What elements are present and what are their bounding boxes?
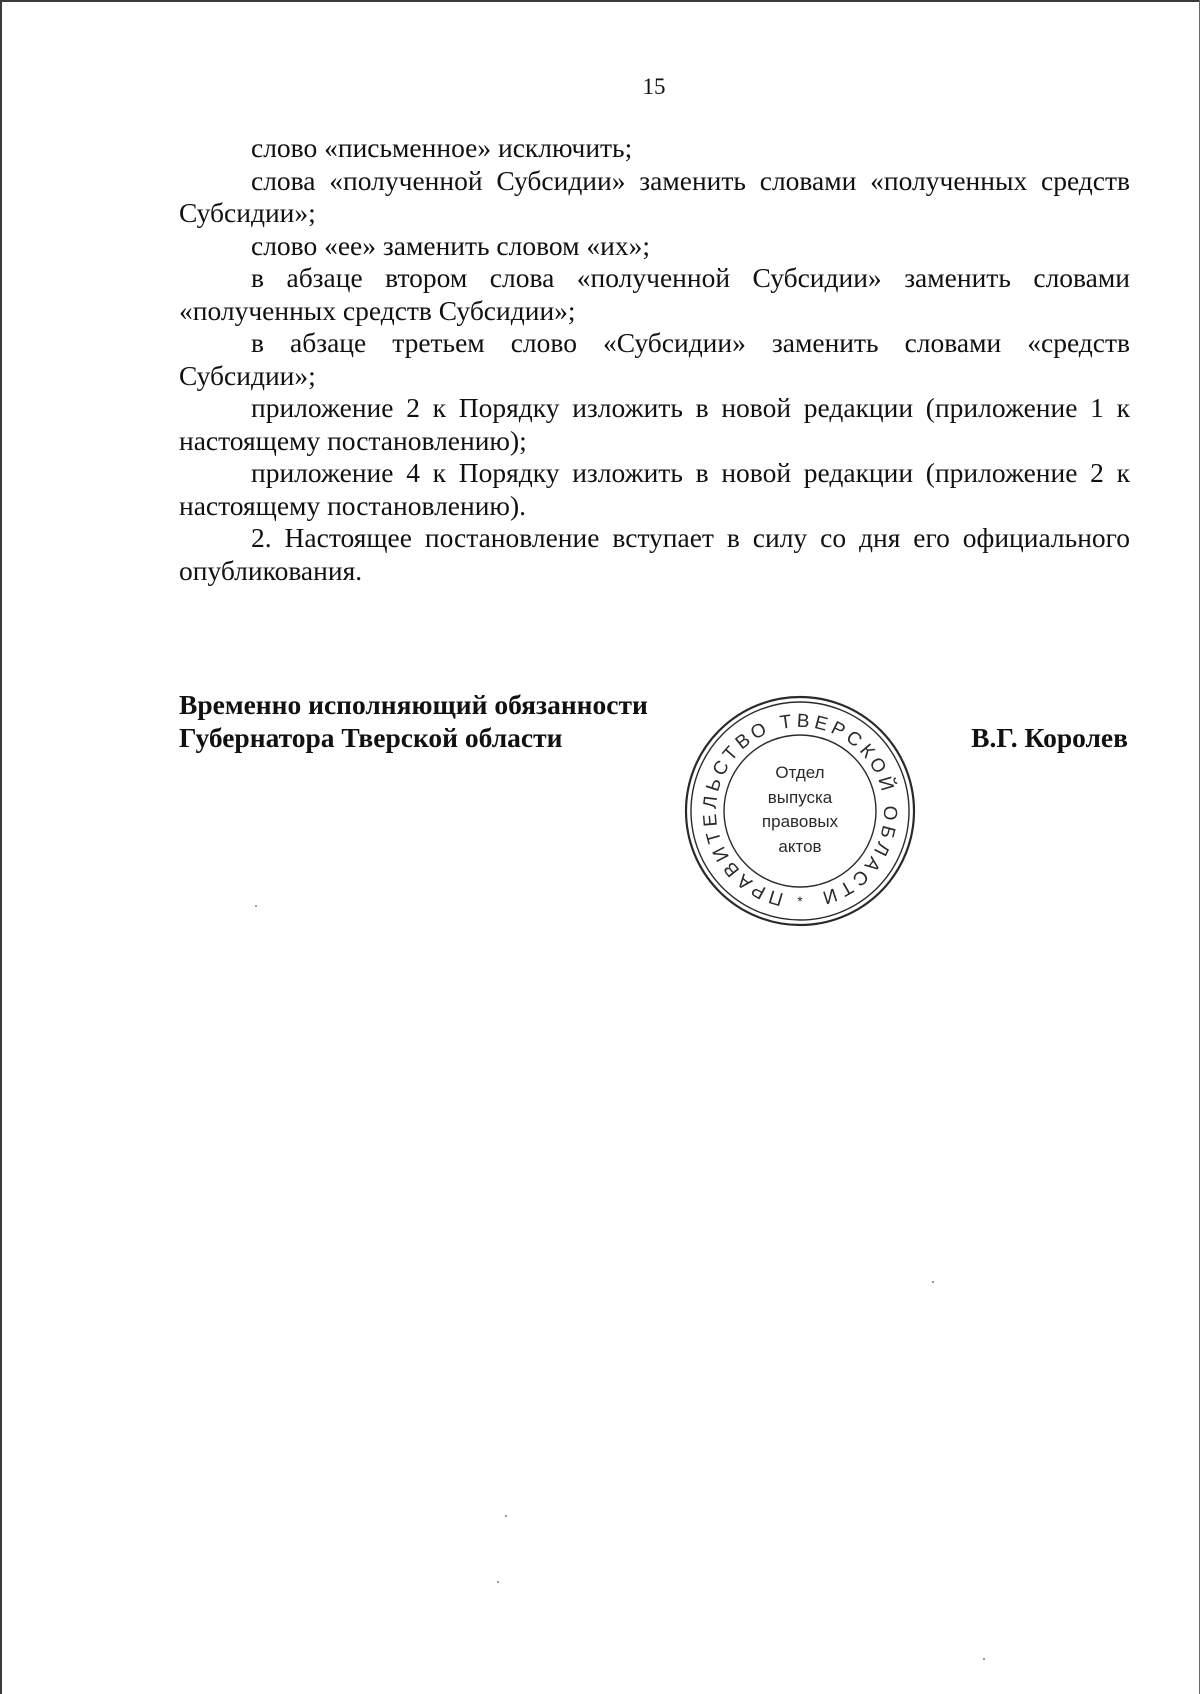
scan-speck bbox=[255, 905, 257, 907]
scan-edge-left bbox=[0, 0, 2, 1694]
paragraph: слова «полученной Субсидии» заменить словами «полученных средств Субсидии»; bbox=[179, 164, 1130, 228]
scan-speck bbox=[983, 1658, 985, 1660]
signatory-position-line: Временно исполняющий обязанности bbox=[179, 689, 648, 720]
signatory-name: В.Г. Королев bbox=[971, 722, 1128, 753]
stamp-center-line: правовых bbox=[761, 812, 839, 831]
stamp-center-text bbox=[740, 761, 860, 859]
paragraph: в абзаце втором слова «полученной Субсидии» заменить словами «полученных средств Субсидии»; bbox=[179, 262, 1130, 326]
paragraph: слово «ее» заменить словом «их»; bbox=[251, 229, 651, 261]
paragraph: приложение 4 к Порядку изложить в новой редакции (приложение 2 к настоящему постановлению). bbox=[179, 457, 1130, 521]
stamp-star: * bbox=[797, 893, 803, 909]
stamp-center-line: выпуска bbox=[767, 787, 833, 807]
page-number: 15 bbox=[642, 74, 666, 99]
paragraph: 2. Настоящее постановление вступает в силу со дня его официального опубликования. bbox=[179, 522, 1130, 586]
official-stamp bbox=[682, 693, 918, 929]
paragraph: в абзаце третьем слово «Субсидии» заменить словами «средств Субсидии»; bbox=[179, 327, 1130, 391]
scan-speck bbox=[505, 1515, 507, 1517]
signatory-position-line: Губернатора Тверской области bbox=[179, 722, 563, 753]
stamp-ring-text: ПРАВИТЕЛЬСТВО ТВЕРСКОЙ ОБЛАСТИ bbox=[699, 710, 901, 910]
scan-speck bbox=[932, 1281, 934, 1283]
stamp-center-line: Отдел bbox=[775, 763, 825, 782]
paragraph: слово «письменное» исключить; bbox=[251, 132, 633, 163]
paragraph: приложение 2 к Порядку изложить в новой редакции (приложение 1 к настоящему постановлению); bbox=[179, 392, 1130, 456]
signatory-position bbox=[179, 688, 699, 754]
scan-speck bbox=[497, 1581, 499, 1583]
stamp-center-line: актов bbox=[778, 836, 822, 856]
body-text bbox=[179, 132, 1130, 587]
scan-edge-top bbox=[0, 0, 1200, 2]
